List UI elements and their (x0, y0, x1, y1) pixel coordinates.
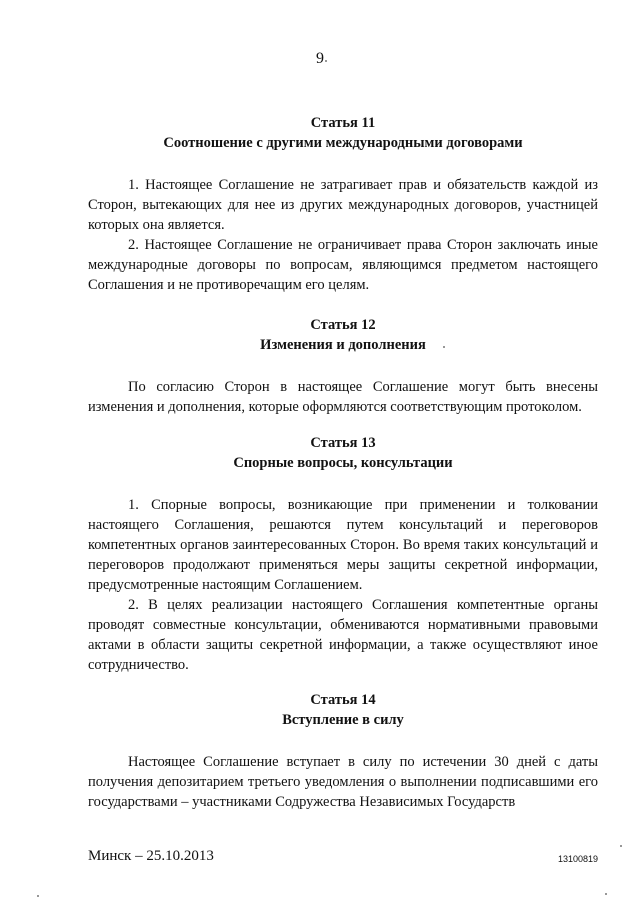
page-number: 9 (316, 50, 324, 67)
paragraph: 1. Настоящее Соглашение не затрагивает прав и обязательств каждой из Сторон, вытекающих для нее из других международных договоров, участницей которых она является. (88, 177, 598, 233)
article-11 (88, 113, 598, 295)
paragraph: По согласию Сторон в настоящее Соглашение могут быть внесены изменения и дополнения, которые оформляются соответствующим протоколом. (88, 379, 598, 415)
paragraph: Настоящее Соглашение вступает в силу по истечении 30 дней с даты получения депозитарием третьего уведомления о выполнении подписавшими его государствами – участниками Содружества Независимых Государств (88, 754, 598, 810)
article-title: Статья 14 (310, 692, 376, 708)
article-heading: Соотношение с другими международными договорами (163, 135, 523, 151)
paragraph: 2. В целях реализации настоящего Соглашения компетентные органы проводят совместные консультации, обмениваются нормативными правовыми актами в области защиты секретной информации, а также осуществляют иное сотрудничество. (88, 597, 598, 673)
article-heading: Вступление в силу (282, 712, 404, 728)
scan-speck (620, 845, 622, 847)
scan-speck (37, 895, 39, 897)
scan-speck (605, 893, 607, 895)
article-heading: Изменения и дополнения (260, 337, 426, 353)
article-title: Статья 11 (310, 115, 376, 131)
article-14 (88, 690, 598, 812)
article-title: Статья 12 (310, 317, 376, 333)
scan-speck (443, 346, 445, 348)
article-12 (88, 315, 598, 417)
paragraph: 1. Спорные вопросы, возникающие при применении и толковании настоящего Соглашения, решаются путем консультаций и переговоров компетентных органов заинтересованных Сторон. Во время таких консультаций и переговоров продолжают применяться меры защиты секретной информации, предусмотренные настоящим Соглашением. (88, 497, 598, 593)
article-body (88, 175, 598, 295)
scan-speck (325, 60, 327, 62)
article-body (88, 495, 598, 675)
footer-doc-code: 13100819 (557, 854, 598, 864)
footer-place-date: Минск – 25.10.2013 (88, 848, 214, 864)
article-body (88, 377, 598, 417)
article-heading: Спорные вопросы, консультации (233, 455, 453, 471)
article-body (88, 752, 598, 812)
article-title: Статья 13 (310, 435, 376, 451)
paragraph: 2. Настоящее Соглашение не ограничивает права Сторон заключать иные международные договоры по вопросам, являющимся предметом настоящего Соглашения и не противоречащим его целям. (88, 237, 598, 293)
article-13 (88, 433, 598, 675)
